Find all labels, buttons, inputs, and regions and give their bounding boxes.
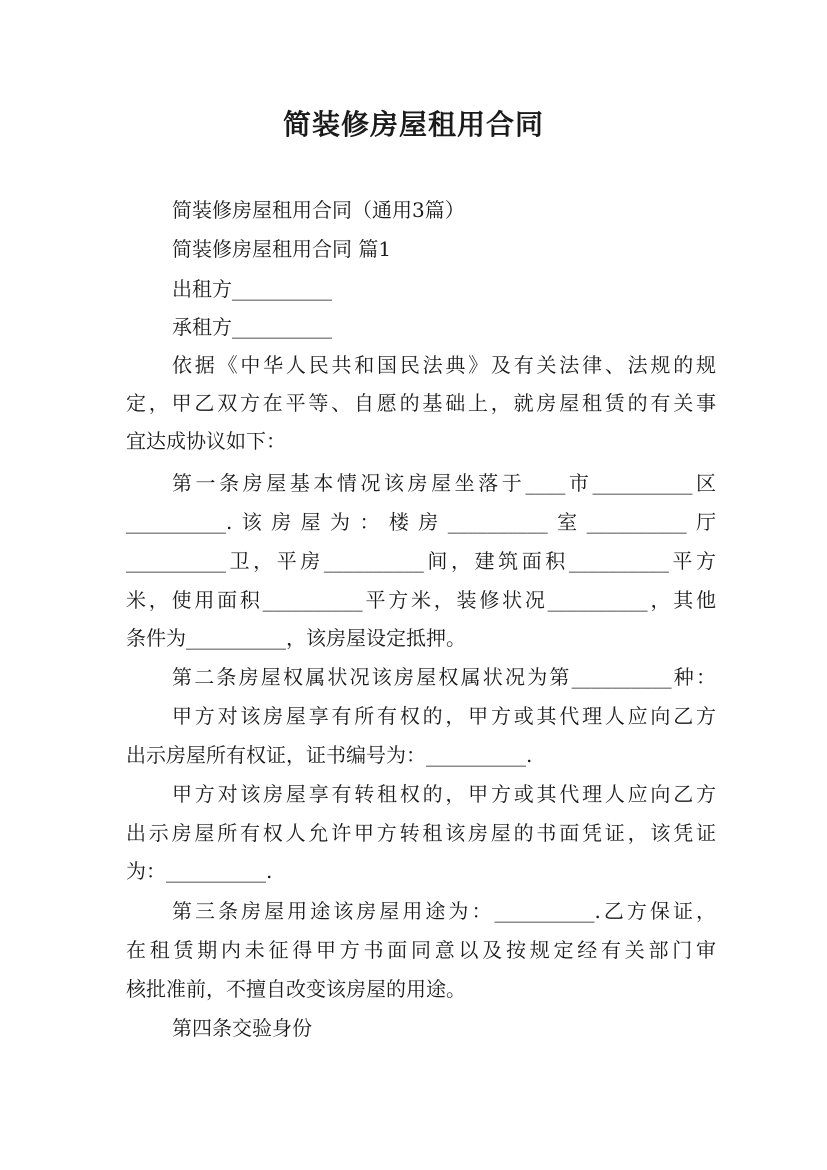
text-line: 米，使用面积__________平方米，装修状况__________，其他 [126, 588, 716, 612]
text-line: 承租方__________ [172, 315, 332, 339]
text-line: 出示房屋所有权证，证书编号为：__________. [126, 743, 533, 767]
text-line: 依据《中华人民共和国民法典》及有关法律、法规的规 [172, 353, 716, 377]
text-line: __________卫，平房__________间，建筑面积__________平方 [126, 549, 716, 573]
text-line: 定，甲乙双方在平等、自愿的基础上，就房屋租赁的有关事 [126, 391, 716, 415]
text-line: 第三条房屋用途该房屋用途为：__________.乙方保证， [172, 899, 716, 923]
text-line: __________.该房屋为：楼房__________室__________厅 [126, 510, 716, 534]
text-line: 第二条房屋权属状况该房屋权属状况为第__________种： [172, 665, 716, 689]
document-title: 简装修房屋租用合同 [282, 108, 544, 141]
text-line: 宜达成协议如下： [126, 429, 286, 453]
text-line: 在租赁期内未征得甲方书面同意以及按规定经有关部门审 [126, 938, 716, 962]
text-line: 简装修房屋租用合同 篇1 [172, 237, 392, 261]
text-line: 出租方__________ [172, 277, 332, 301]
text-line: 简装修房屋租用合同（通用3篇） [172, 198, 465, 222]
text-line: 第一条房屋基本情况该房屋坐落于____市__________区 [172, 471, 716, 495]
text-line: 第四条交验身份 [172, 1016, 312, 1040]
text-line: 为：__________. [126, 859, 273, 883]
text-line: 甲方对该房屋享有转租权的，甲方或其代理人应向乙方 [172, 782, 716, 806]
text-line: 出示房屋所有权人允许甲方转租该房屋的书面凭证，该凭证 [126, 821, 716, 845]
text-line: 核批准前，不擅自改变该房屋的用途。 [126, 977, 466, 1001]
text-line: 甲方对该房屋享有所有权的，甲方或其代理人应向乙方 [172, 704, 716, 728]
text-line: 条件为__________，该房屋设定抵押。 [126, 626, 466, 650]
